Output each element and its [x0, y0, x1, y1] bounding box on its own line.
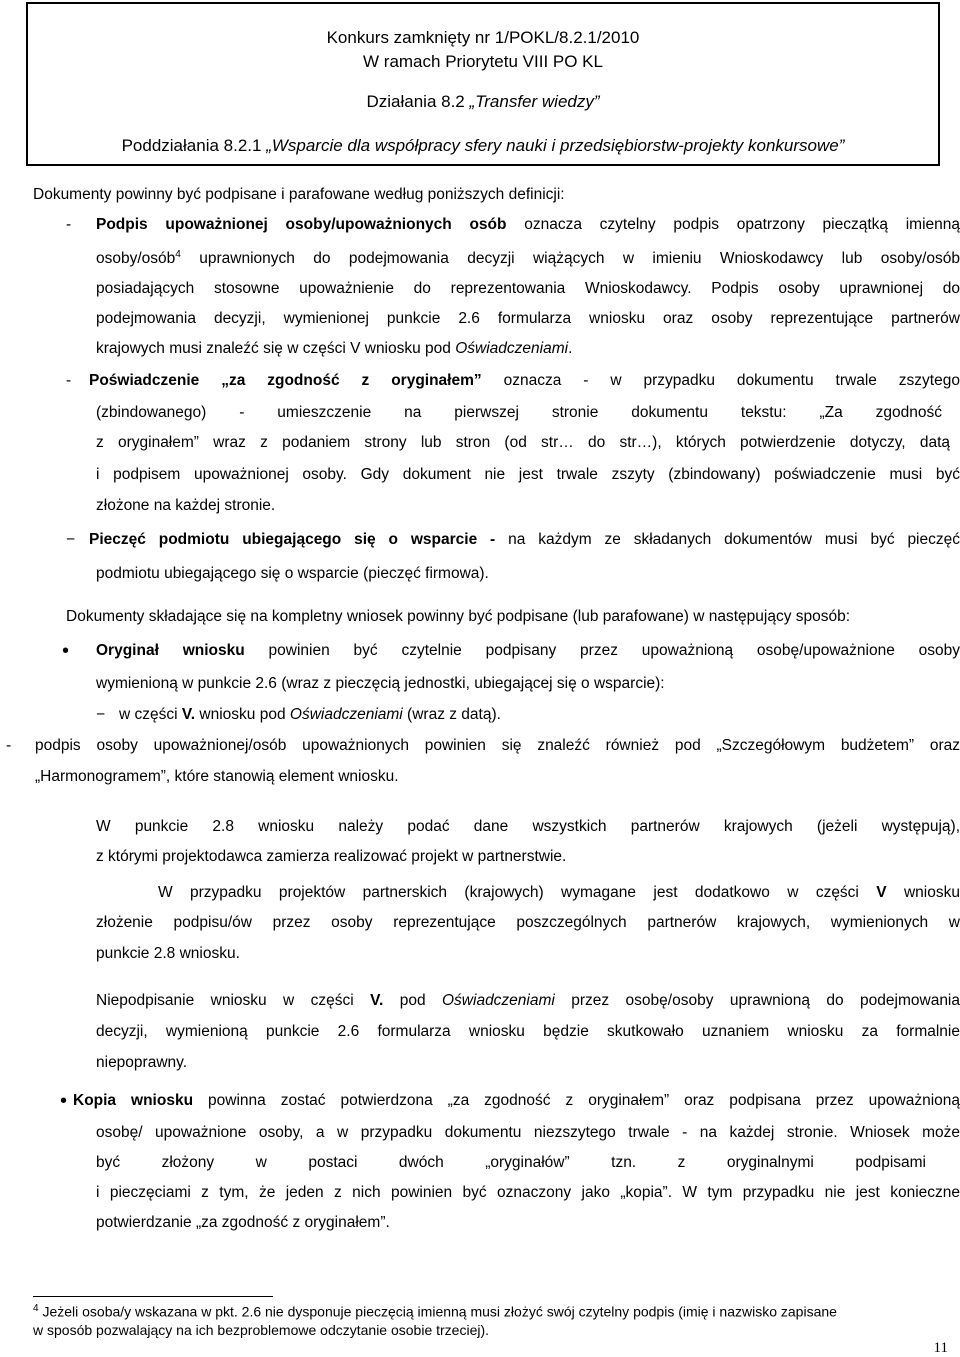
copy-line4: i pieczęciami z tym, że jeden z nich powinien być oznaczony jako „kopia”. W tym przypadku nie jest konieczne — [96, 1184, 960, 1201]
unsigned-line2: decyzji, wymienioną punkcie 2.6 formularza wniosku będzie skutkowało uznaniem wniosku za formalnie — [96, 1023, 960, 1040]
header-submeasure: Poddziałania 8.2.1 „Wsparcie dla współpracy sfery nauki i przedsiębiorstw-projekty konkursowe” — [121, 136, 845, 155]
definition-certification-line4: i podpisem upoważnionej osoby. Gdy dokument nie jest trwale zszyty (zbindowany) poświadczenie musi być — [96, 466, 960, 483]
signing-intro: Dokumenty składające się na kompletny wniosek powinny być podpisane (lub parafowane) w następujący sposób: — [66, 608, 851, 625]
original-application-line1: Oryginał wniosku powinien być czytelnie podpisany przez upoważnioną osobę/upoważnione osoby — [96, 642, 960, 659]
definition-certification-line5: złożone na każdej stronie. — [96, 497, 276, 514]
partners-line1: W punkcie 2.8 wniosku należy podać dane wszystkich partnerów krajowych (jeżeli występują), — [96, 818, 960, 835]
budget-signature-line2: „Harmonogramem”, które stanowią element wniosku. — [35, 768, 399, 785]
definition-certification-line2: (zbindowanego) - umieszczenie na pierwszej stronie dokumentu tekstu: „Za zgodność — [96, 404, 942, 421]
definition-stamp-line2: podmiotu ubiegającego się o wsparcie (pieczęć firmowa). — [96, 565, 489, 582]
budget-signature-line1: podpis osoby upoważnionej/osób upoważnionych powinien się znaleźć również pod „Szczegółowym budżetem” oraz — [35, 737, 960, 754]
definition-signature-line4: podejmowania decyzji, wymienionej punkcie 2.6 formularza wniosku oraz osoby reprezentujące partnerów — [96, 310, 960, 327]
copy-line1: Kopia wniosku powinna zostać potwierdzona „za zgodność z oryginałem” oraz podpisana przez upoważnioną — [73, 1092, 960, 1109]
definition-stamp-line1: Pieczęć podmiotu ubiegającego się o wsparcie - na każdym ze składanych dokumentów musi być pieczęć — [89, 531, 960, 548]
definition-signature-line2: osoby/osób$^4$ uprawnionych do podejmowania decyzji wiążących w imieniu Wnioskodawcy lub osoby/osób — [96, 249, 960, 268]
definition-signature-line5: krajowych musi znaleźć się w części V wniosku pod Oświadczeniami. — [96, 340, 573, 357]
footnote-line1: $^4$ Jeżeli osoba/y wskazana w pkt. 2.6 nie dysponuje pieczęcią imienną musi złożyć swój czytelny podpis (imię i nazwisko zapisane — [33, 1303, 837, 1320]
unsigned-line3: niepoprawny. — [96, 1054, 188, 1071]
definition-certification-line1: Poświadczenie „za zgodność z oryginałem” oznacza - w przypadku dokumentu trwale zszytego — [89, 372, 960, 389]
bullet-icon: • — [62, 640, 70, 662]
copy-line3: być złożony w postaci dwóch „oryginałów” tzn. z oryginalnymi podpisami — [96, 1154, 926, 1171]
original-application-line2: wymienioną w punkcie 2.6 (wraz z pieczęcią jednostki, ubiegającej się o wsparcie): — [96, 675, 665, 692]
list-dash: - — [66, 372, 72, 389]
original-application-subitem: w części V. wniosku pod Oświadczeniami (wraz z datą). — [119, 706, 501, 723]
partnership-line1: W przypadku projektów partnerskich (krajowych) wymagane jest dodatkowo w części V wniosku — [158, 884, 960, 901]
definition-certification-line3: z oryginałem” wraz z podaniem strony lub stron (od str… do str…), których potwierdzenie dotyczy, datą — [96, 434, 950, 451]
header-competition-number: Konkurs zamknięty nr 1/POKL/8.2.1/2010 — [326, 28, 640, 47]
list-dash: - — [6, 737, 12, 754]
partnership-line3: punkcie 2.8 wniosku. — [96, 945, 240, 962]
copy-line5: potwierdzanie „za zgodność z oryginałem”. — [96, 1214, 390, 1231]
intro-text: Dokumenty powinny być podpisane i parafowane według poniższych definicji: — [33, 186, 565, 203]
partners-line2: z którymi projektodawca zamierza realizować projekt w partnerstwie. — [96, 848, 567, 865]
partnership-line2: złożenie podpisu/ów przez osoby reprezentujące poszczególnych partnerów krajowych, wymienionych w — [96, 914, 960, 931]
footnote-separator — [33, 1296, 273, 1297]
list-dash: - — [66, 216, 72, 233]
header-measure: Działania 8.2 „Transfer wiedzy” — [366, 92, 600, 111]
document-header — [26, 2, 940, 166]
bullet-icon: • — [60, 1090, 68, 1112]
page-number: 11 — [933, 1340, 948, 1356]
unsigned-line1: Niepodpisanie wniosku w części V. pod Oświadczeniami przez osobę/osoby uprawnioną do podejmowania — [96, 992, 960, 1009]
definition-signature-line3: posiadających stosowne upoważnienie do reprezentowania Wnioskodawcy. Podpis osoby uprawnionej do — [96, 280, 960, 297]
list-dash: − — [96, 706, 106, 723]
definition-signature-line1: Podpis upoważnionej osoby/upoważnionych osób oznacza czytelny podpis opatrzony pieczątką imienną — [96, 216, 960, 233]
copy-line2: osobę/ upoważnione osoby, a w przypadku dokumentu niezszytego trwale - na każdej stronie. Wniosek może — [96, 1124, 960, 1141]
list-dash: − — [66, 531, 76, 548]
header-priority: W ramach Priorytetu VIII PO KL — [363, 52, 603, 71]
footnote-line2: w sposób pozwalający na ich bezproblemowe odczytanie osobie trzeciej). — [33, 1322, 490, 1338]
